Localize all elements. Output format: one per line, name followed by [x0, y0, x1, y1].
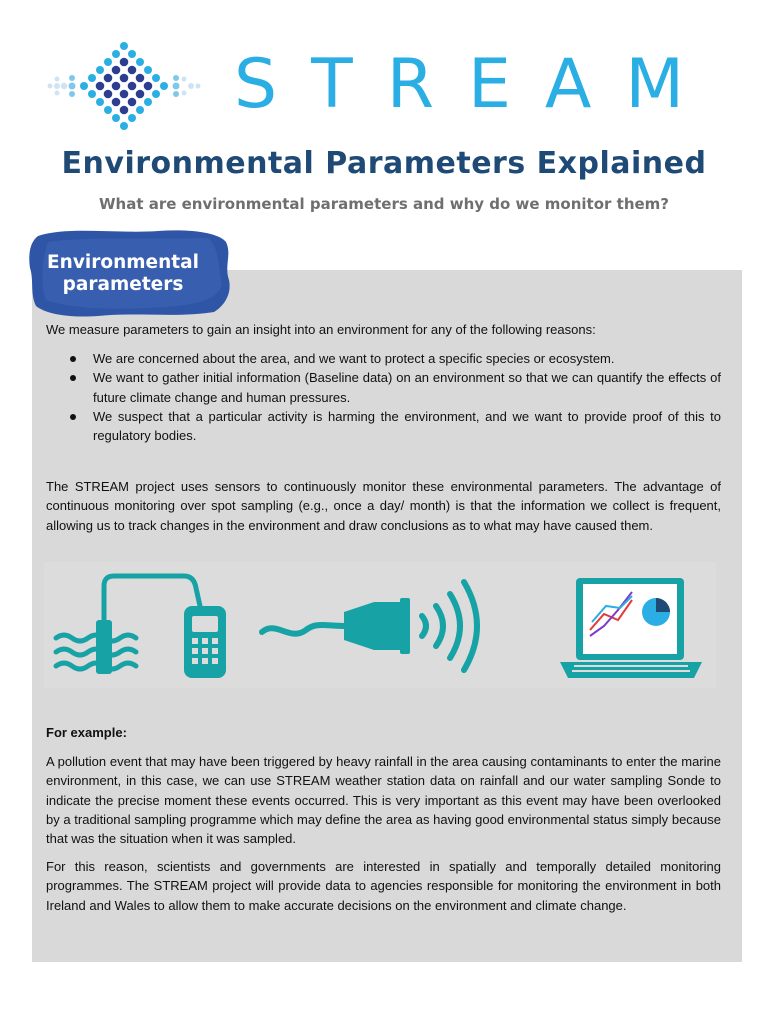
- bullet-icon: [70, 375, 76, 381]
- example-heading: For example:: [46, 725, 127, 740]
- example-paragraph: A pollution event that may have been triggered by heavy rainfall in the area causing contaminants to enter the marine environment, in this case, we can use STREAM weather station data on rainfall and our water sampling Sonde to indicate the precise moment these events occurred. This is very important as this event may have been overlooked by a traditional sampling programme which may define the area as having good environmental status simply because that was the situation when it was sampled.: [46, 754, 721, 847]
- list-item: We are concerned about the area, and we want to protect a specific species or ecosystem.: [46, 349, 721, 368]
- brand-wordmark: STREAM: [234, 45, 719, 124]
- monitoring-illustration: [44, 562, 716, 688]
- water-sensor-icon: [56, 576, 200, 669]
- monitoring-paragraph: The STREAM project uses sensors to continuously monitor these environmental parameters. The advantage of continuous monitoring over spot sampling (e.g., once a day/ month) is that the information we collect is frequent, allowing us to track changes in the environment and draw conclusions as to what may have caused them.: [46, 479, 721, 533]
- conclusion-paragraph: For this reason, scientists and governments are interested in spatially and temporally detailed monitoring programmes. The STREAM project will provide data to agencies responsible for monitoring the environment in both Ireland and Wales to allow them to make accurate decisions on the environment and climate change.: [46, 859, 721, 913]
- laptop-chart-icon: [560, 578, 702, 678]
- page-subtitle: What are environmental parameters and why do we monitor them?: [98, 195, 670, 213]
- bullet-icon: [70, 356, 76, 362]
- stream-logo-icon: [44, 40, 204, 132]
- bullet-icon: [70, 414, 76, 420]
- list-item: We suspect that a particular activity is harming the environment, and we want to provide proof of this to regulatory bodies.: [46, 407, 721, 446]
- section-banner: [28, 228, 232, 318]
- list-item: We want to gather initial information (Baseline data) on an environment so that we can quantify the effects of future climate change and human pressures.: [46, 368, 721, 407]
- section-banner-label: Environmental parameters: [47, 252, 199, 295]
- wireless-transmitter-icon: [262, 582, 477, 670]
- reasons-list: [46, 349, 721, 445]
- intro-paragraph: We measure parameters to gain an insight into an environment for any of the following reasons:: [46, 322, 596, 337]
- page-title: Environmental Parameters Explained: [61, 146, 707, 181]
